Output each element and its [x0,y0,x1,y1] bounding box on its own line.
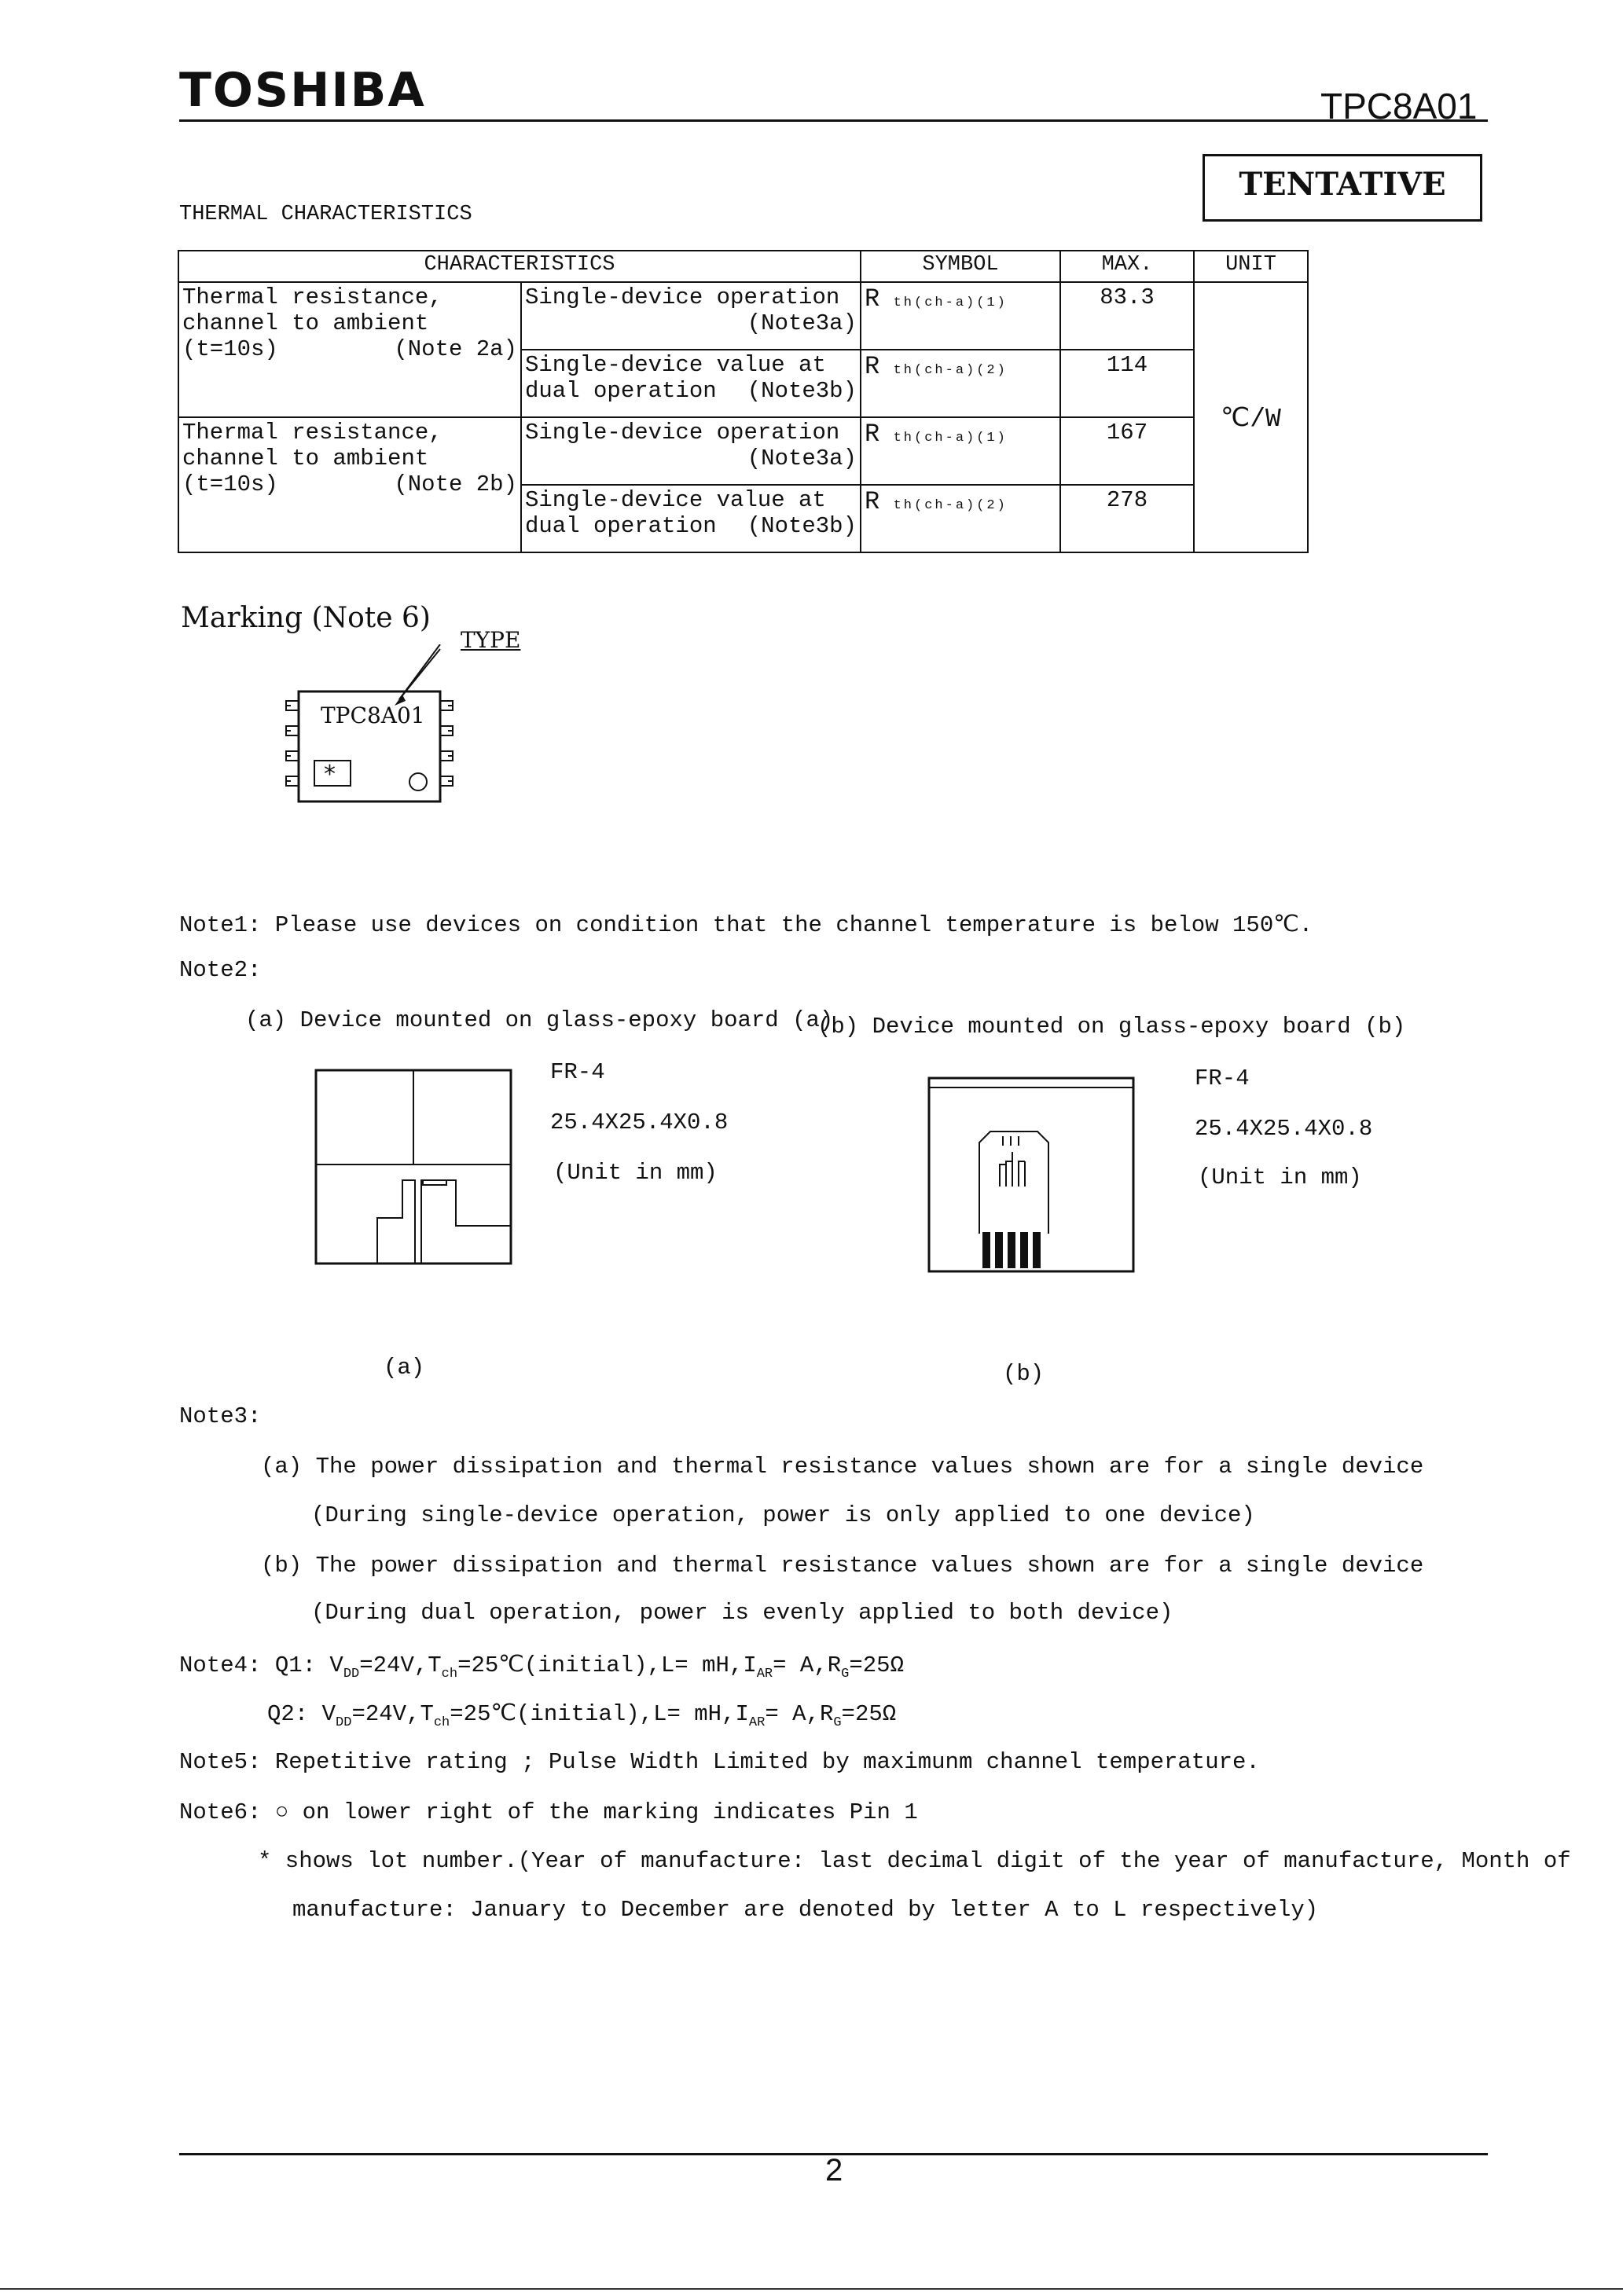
note4-q2-vdd: =24V, [351,1701,420,1727]
group-a-note: (Note 2a) [394,336,517,362]
board-b-material: FR-4 [1195,1065,1250,1091]
row1-operation [521,282,861,350]
table-row [178,282,1308,350]
table-header-row [178,251,1308,282]
note3-label: Note3: [179,1403,262,1429]
board-b-dims: 25.4X25.4X0.8 [1195,1116,1373,1142]
board-b-caption: (b) [1003,1361,1045,1387]
group-b-cell [178,417,521,552]
row3-op-text: Single-device operation [525,420,840,446]
note4-q1-vdd: =24V, [359,1652,428,1678]
group-b-line2: channel to ambient [182,446,429,471]
board-a-copper-right [421,1180,511,1264]
note4-q1-rg: =25Ω [849,1652,904,1678]
col-unit: UNIT [1194,251,1308,282]
row4-symbol-main: R [865,487,880,516]
row4-operation [521,485,861,552]
note4-q2-label: Q2: [267,1701,309,1727]
note3a-line1: (a) The power dissipation and thermal resistance values shown are for a single device [261,1454,1424,1480]
row3-op-note: (Note3a) [747,446,857,471]
board-a-unit: (Unit in mm) [553,1160,718,1186]
note4-q2-tch: =25℃(initial),L= mH, [450,1701,736,1727]
package-pins-right [440,701,453,786]
package-pins-left [286,701,299,786]
tentative-badge: TENTATIVE [1203,154,1482,222]
chip-marking-text: TPC8A01 [321,702,425,728]
note6-line2: * shows lot number.(Year of manufacture: last decimal digit of the year of manufacture, Month of [258,1848,1571,1874]
note3b-line1: (b) The power dissipation and thermal resistance values shown are for a single device [261,1553,1424,1579]
col-symbol: SYMBOL [861,251,1060,282]
row4-op-note: (Note3b) [747,513,857,539]
row2-operation [521,350,861,417]
col-characteristics: CHARACTERISTICS [178,251,861,282]
group-b-note: (Note 2b) [394,471,517,497]
note4-q2: Q2: $V_{DD}=24V,T_{ch}=25℃(initial),L= mH,I_{AR}= A,R_G=25\Omega$ [267,1701,897,1730]
board-a-device-pad [423,1180,446,1185]
unit-cell: ℃/W [1194,282,1308,552]
bottom-edge-rule [0,2288,1623,2290]
row4-symbol [861,485,1060,552]
pin1-indicator-icon [409,773,427,790]
type-label: TYPE [461,627,521,653]
note4-q2-iar: = A, [765,1701,820,1727]
row3-symbol-main: R [865,420,880,449]
row4-op-text2: dual operation [525,513,717,539]
row4-op-line2 [525,513,857,539]
note6-line3: manufacture: January to December are denoted by letter A to L respectively) [292,1897,1319,1923]
group-a-time: (t=10s) [182,336,278,362]
col-max: MAX. [1060,251,1194,282]
board-a-diagram [314,1069,519,1265]
row4-op-text: Single-device value at [525,487,826,513]
thermal-table [178,250,1309,553]
note4-q1-tch: =25℃(initial),L= mH, [457,1652,744,1678]
note1: Note1: Please use devices on condition that the channel temperature is below 150℃. [179,912,1313,938]
row1-max: 83.3 [1060,282,1194,350]
row4-max: 278 [1060,485,1194,552]
row3-operation [521,417,861,485]
note2b: (b) Device mounted on glass-epoxy board (b) [817,1014,1406,1040]
row2-max: 114 [1060,350,1194,417]
note2a: (a) Device mounted on glass-epoxy board (a) [245,1007,834,1033]
row1-symbol-sub: th(ch-a)(1) [893,295,1008,310]
marking-package-diagram [267,644,472,809]
row4-symbol-sub: th(ch-a)(2) [893,498,1008,513]
row2-op-text: Single-device value at [525,352,826,378]
board-a-copper-left [377,1180,415,1264]
board-a-dims: 25.4X25.4X0.8 [550,1109,729,1135]
board-b-diagram [927,1076,1135,1273]
group-b-time: (t=10s) [182,471,278,497]
board-b-unit: (Unit in mm) [1198,1165,1362,1190]
note4-q1: Note4: Q1: $V_{DD}=24V,T_{ch}=25℃(initial),L= mH,I_{AR}= A,R_G=25\Omega$ [179,1652,904,1682]
page-number: 2 [825,2153,843,2188]
group-a-line2: channel to ambient [182,310,429,336]
header-rule [179,119,1488,122]
note6-line1: Note6: ○ on lower right of the marking indicates Pin 1 [179,1799,918,1825]
row2-symbol-sub: th(ch-a)(2) [893,363,1008,378]
note4-label: Note4: Q1: [179,1652,317,1678]
row1-symbol-main: R [865,284,880,314]
table-row [178,417,1308,485]
board-a-material: FR-4 [550,1059,605,1085]
row3-symbol-sub: th(ch-a)(1) [893,431,1008,446]
row2-op-note: (Note3b) [747,378,857,404]
row3-max: 167 [1060,417,1194,485]
row2-op-line2 [525,378,857,404]
marking-title: Marking (Note 6) [181,602,431,634]
board-a-caption: (a) [384,1355,425,1381]
group-a-cell [178,282,521,417]
board-b-copper-outline [979,1131,1048,1234]
board-b-traces [1000,1136,1025,1187]
board-b-edge-connectors [982,1232,1041,1268]
note3b-line2: (During dual operation, power is evenly applied to both device) [311,1600,1173,1626]
note3a-line2: (During single-device operation, power is only applied to one device) [311,1502,1255,1528]
toshiba-logo: TOSHIBA [179,63,426,118]
note5: Note5: Repetitive rating ; Pulse Width Limited by maximunm channel temperature. [179,1749,1260,1775]
row1-op-note: (Note3a) [747,310,857,336]
note2-label: Note2: [179,957,262,983]
group-b-line3 [182,471,517,497]
row2-symbol [861,350,1060,417]
row1-op-text: Single-device operation [525,284,840,310]
lot-mark: * [324,761,336,788]
group-b-line1: Thermal resistance, [182,420,442,446]
note4-q1-iar: = A, [773,1652,828,1678]
note4-q2-rg: =25Ω [841,1701,897,1727]
row2-symbol-main: R [865,352,880,381]
group-a-line1: Thermal resistance, [182,284,442,310]
row1-symbol [861,282,1060,350]
row2-op-text2: dual operation [525,378,717,404]
part-number: TPC8A01 [1320,86,1478,127]
board-b-outline [929,1078,1133,1271]
thermal-characteristics-title: THERMAL CHARACTERISTICS [179,203,472,226]
group-a-line3 [182,336,517,362]
row3-symbol [861,417,1060,485]
